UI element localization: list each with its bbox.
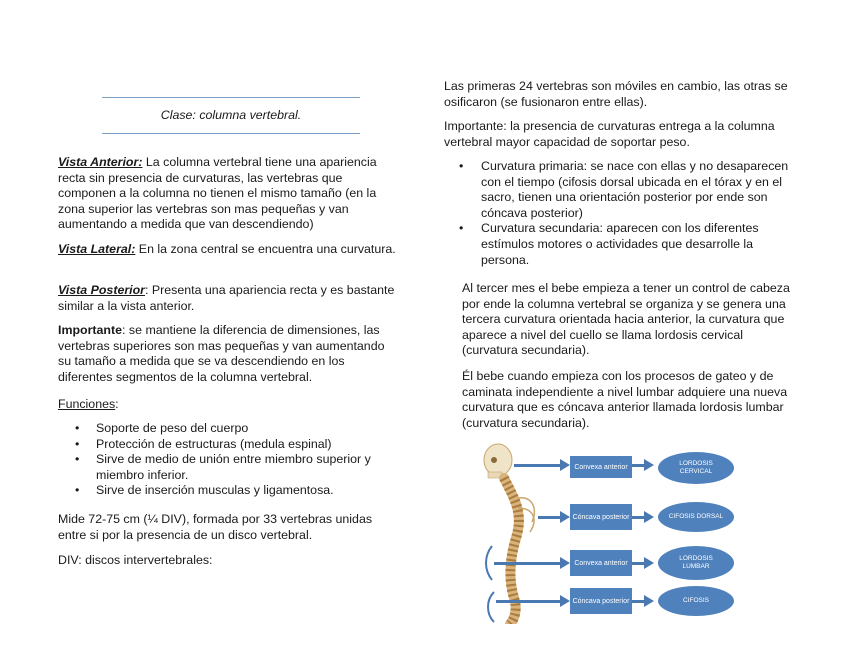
connector-arrow	[494, 562, 562, 565]
arrow-icon	[644, 459, 654, 471]
list-item: • Sirve de medio de unión entre miembro superior y miembro inferior.	[58, 452, 398, 483]
connector-arrow	[496, 600, 562, 603]
arrow-icon	[560, 459, 570, 471]
spine-curvature-diagram	[474, 438, 744, 624]
label-vista-lateral: Vista Lateral:	[58, 242, 136, 256]
paragraph-importante-curvaturas: Importante: la presencia de curvaturas entrega a la columna vertebral mayor capacidad de soportar peso.	[444, 119, 775, 149]
paragraph-vista-anterior: Vista Anterior: La columna vertebral tiene una apariencia recta sin presencia de curvaturas, las vertebras que componen a la columna no tienen el mismo tamaño (en la zona superior las vertebras son mas pequeñas y van aumentando a medida que van descendiendo)	[58, 155, 377, 232]
paragraph-vista-lateral: Vista Lateral: En la zona central se encuentra una curvatura.	[58, 242, 396, 256]
curvaturas-list	[444, 159, 790, 268]
list-item: • Soporte de peso del cuerpo	[58, 421, 398, 437]
label-vista-posterior: Vista Posterior	[58, 283, 145, 297]
paragraph-div: DIV: discos intervertebrales:	[58, 553, 213, 567]
arrow-icon	[560, 557, 570, 569]
paragraph-importante: Importante: se mantiene la diferencia de dimensiones, las vertebras superiores son mas pequeñas y van aumentando su tamaño a medida que se va descendiendo en los diferentes segmentos de la columna vertebral.	[58, 323, 385, 384]
connector-arrow	[514, 464, 562, 467]
curvature-oval: LORDOSIS LUMBAR	[658, 546, 734, 580]
skull-shape	[484, 444, 512, 476]
arrow-icon	[644, 511, 654, 523]
funciones-list	[58, 421, 398, 499]
curvature-box: Cóncava posterior	[570, 504, 632, 530]
arrow-icon	[644, 595, 654, 607]
paragraph-tercer-mes: Al tercer mes el bebe empieza a tener un control de cabeza por ende la columna vertebral se organiza y se genera una tercera curvatura orientada hacia anterior, la curvatura que aparece a nivel del cuello se llama lordosis cervical (curvatura secundaria).	[462, 281, 790, 358]
curvature-box: Cóncava posterior	[570, 588, 632, 614]
arrow-icon	[644, 557, 654, 569]
curvature-box: Convexa anterior	[570, 456, 632, 478]
funciones-heading: Funciones:	[58, 397, 119, 411]
paragraph-gateo: Él bebe cuando empieza con los procesos de gateo y de caminata independiente a nivel lumbar adquiere una nueva curvatura que es cóncava anterior llamada lordosis lumbar (curvatura secundaria).	[462, 369, 788, 430]
arrow-icon	[560, 511, 570, 523]
curvature-oval: LORDOSIS CERVICAL	[658, 452, 734, 484]
list-item: • Protección de estructuras (medula espinal)	[58, 437, 398, 453]
paragraph-vista-posterior: Vista Posterior: Presenta una apariencia recta y es bastante similar a la vista anterior.	[58, 283, 395, 313]
list-item: • Curvatura secundaria: aparecen con los diferentes estímulos motores o actividades que desarrolle la persona.	[444, 221, 790, 268]
header-rule-bottom	[102, 133, 360, 134]
curvature-oval: CIFOSIS	[658, 586, 734, 616]
connector-arrow	[538, 516, 562, 519]
page-title: Clase: columna vertebral.	[160, 108, 302, 122]
label-importante: Importante	[58, 323, 123, 337]
header-rule-top	[102, 97, 360, 98]
paragraph-primeras-vertebras: Las primeras 24 vertebras son móviles en cambio, las otras se osificaron (se fusionaron entre ellas).	[444, 79, 788, 109]
list-item: • Sirve de inserción musculas y ligamentosa.	[58, 483, 398, 499]
arrow-icon	[560, 595, 570, 607]
curvature-box: Convexa anterior	[570, 550, 632, 576]
paragraph-mide: Mide 72-75 cm (¼ DIV), formada por 33 vertebras unidas entre si por la presencia de un disco vertebral.	[58, 512, 373, 542]
label-vista-anterior: Vista Anterior:	[58, 155, 143, 169]
curvature-oval: CIFOSIS DORSAL	[658, 502, 734, 532]
list-item: • Curvatura primaria: se nace con ellas y no desaparecen con el tiempo (cifosis dorsal ubicada en el tórax y en el sacro, tienen una orientación posterior por ende son cóncava posterior)	[444, 159, 790, 221]
